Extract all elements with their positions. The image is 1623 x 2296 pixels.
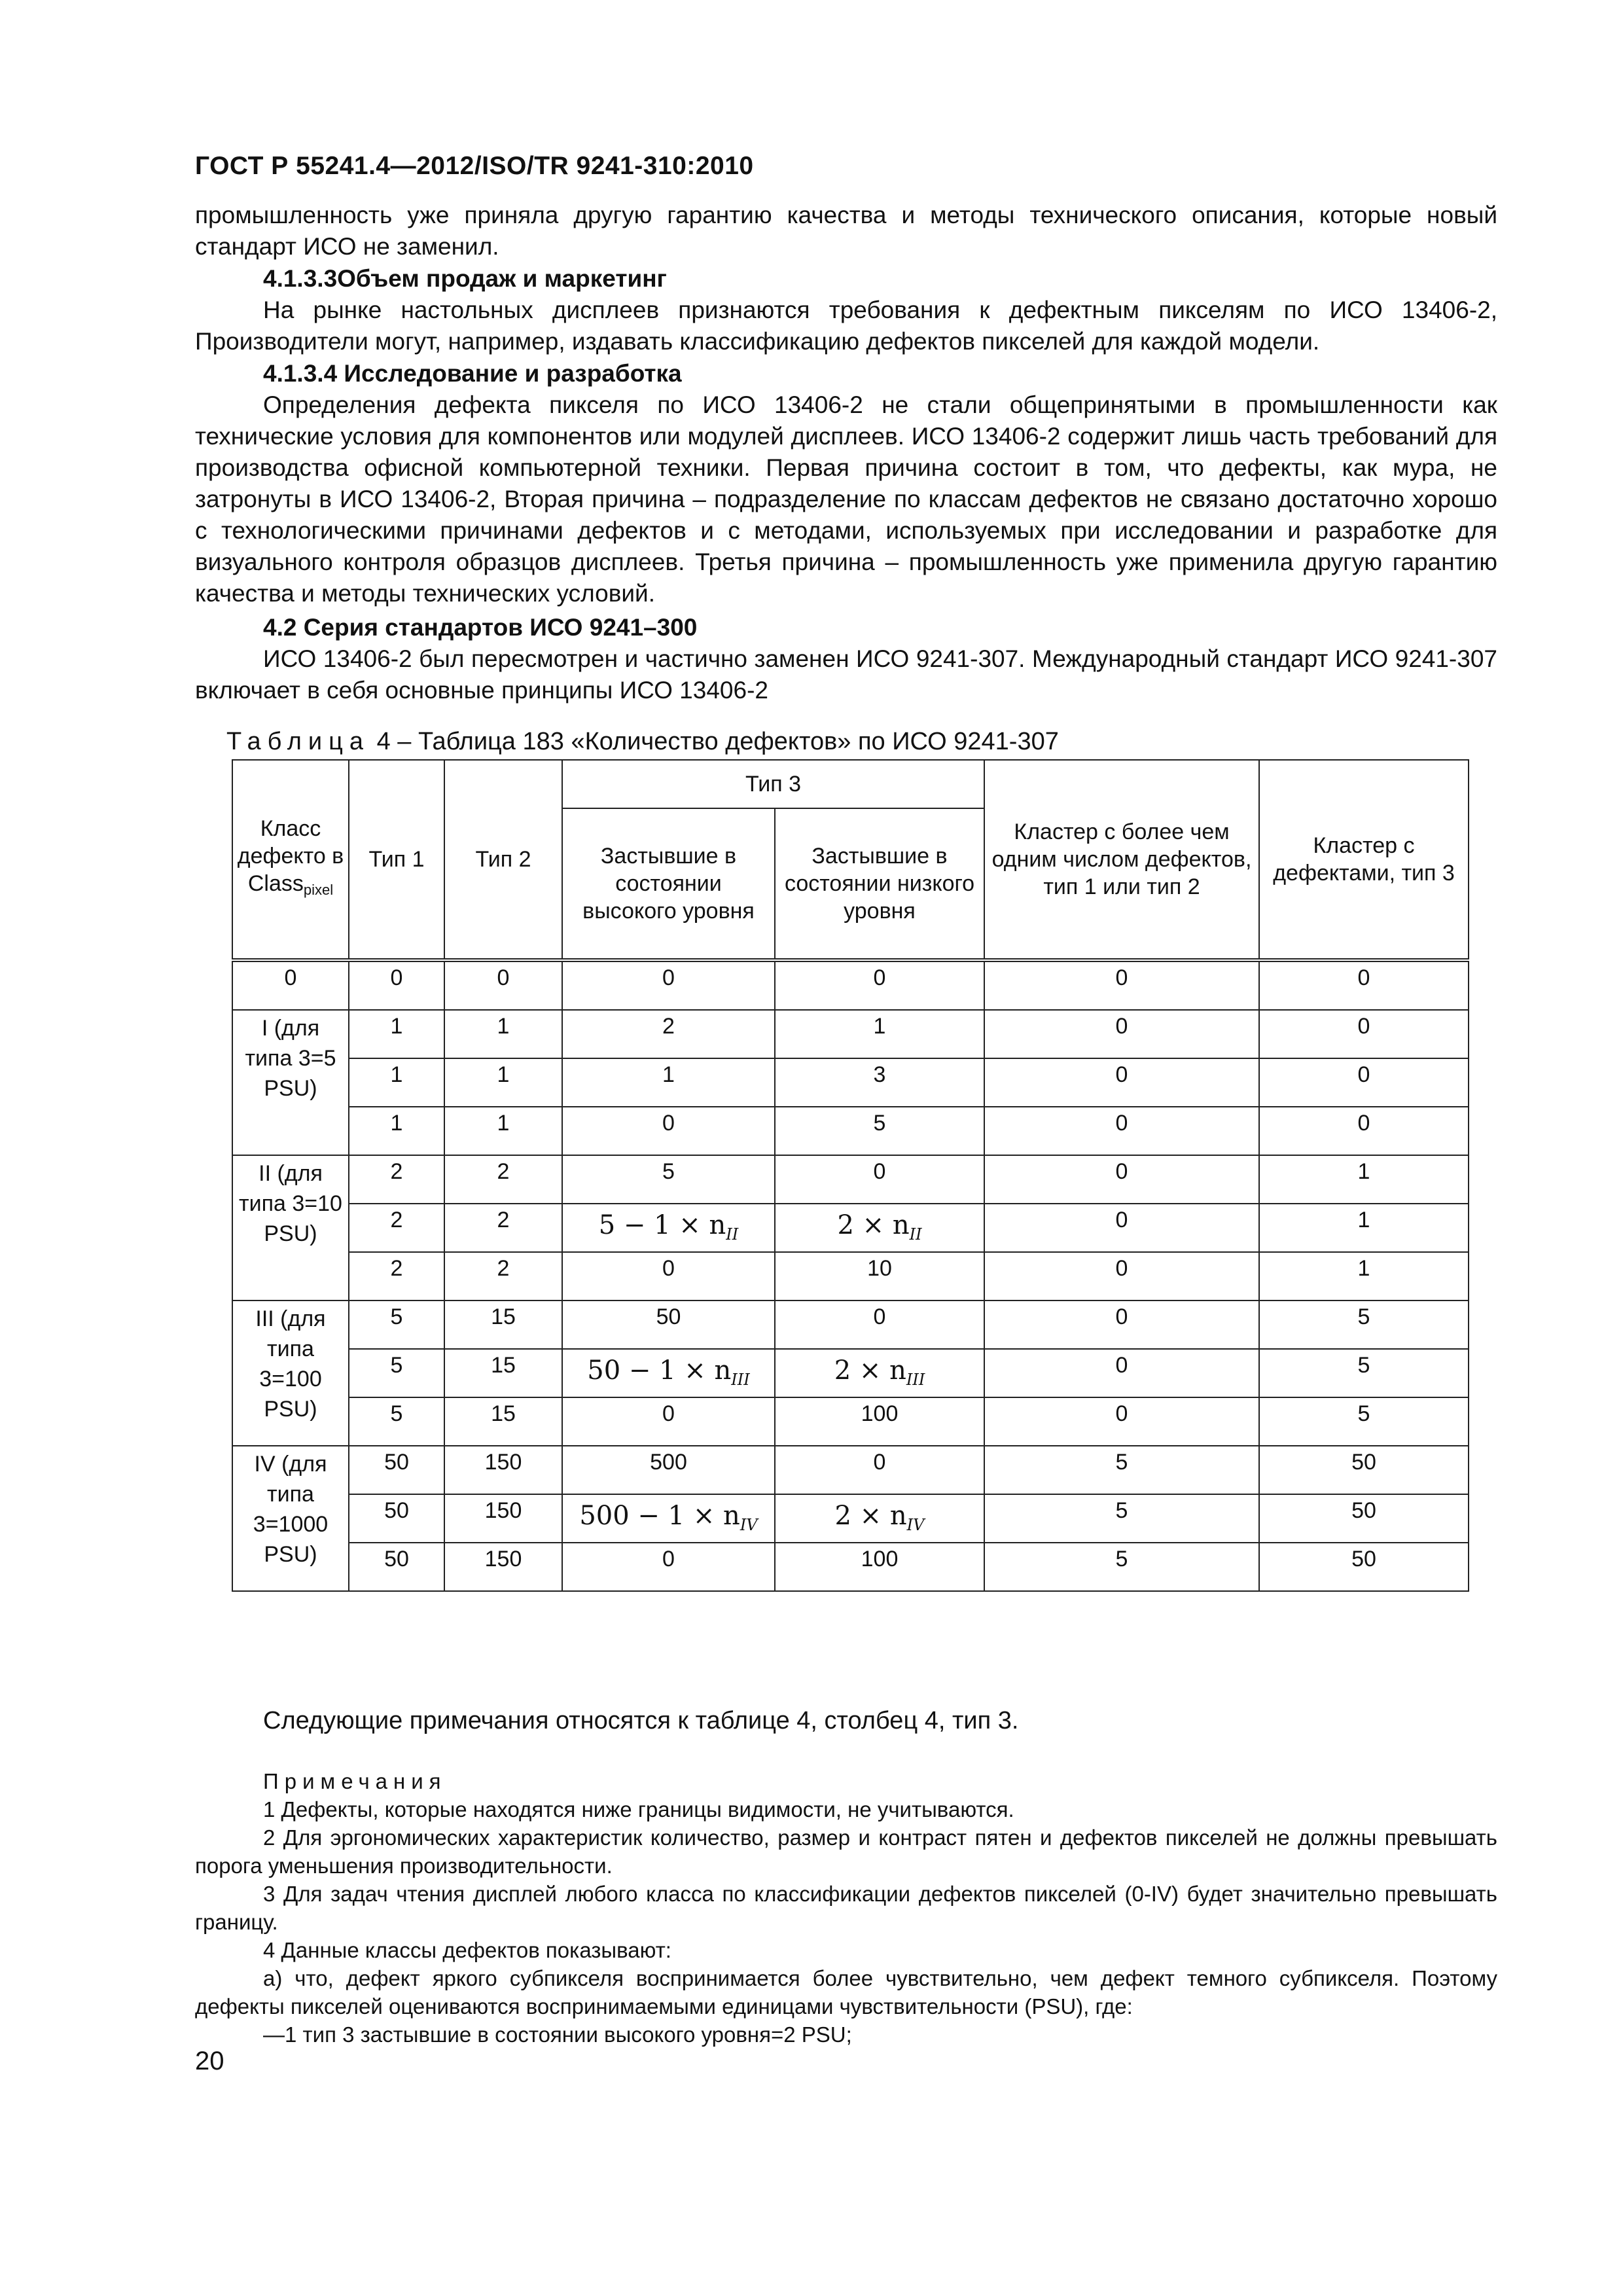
- table-row: [232, 1155, 1469, 1204]
- defects-table: [232, 759, 1469, 1592]
- table-cell: 0: [562, 1252, 775, 1300]
- header-type2: Тип 2: [444, 760, 562, 960]
- table-cell: [562, 1494, 775, 1543]
- table-caption-word: Таблица: [226, 728, 370, 755]
- table-cell: 100: [775, 1543, 984, 1591]
- table-row: [232, 1494, 1469, 1543]
- table-caption: [226, 728, 1059, 756]
- table-row: [232, 1300, 1469, 1349]
- table-header-row: [232, 760, 1469, 808]
- section-text-sales: На рынке настольных дисплеев признаются требования к дефектным пикселям по ИСО 13406-2, Производители могут, например, издавать классификацию дефектов пикселей для каждой модели.: [195, 296, 1497, 355]
- table-cell: 0: [562, 1397, 775, 1446]
- table-cell: 0: [984, 1397, 1259, 1446]
- table-cell: 0: [984, 960, 1259, 1010]
- table-cell: 1: [562, 1058, 775, 1107]
- table-cell: 0: [1259, 1058, 1469, 1107]
- table-cell: 0: [984, 1155, 1259, 1204]
- table-cell: 0: [232, 960, 349, 1010]
- table-cell: 150: [444, 1446, 562, 1494]
- notes-block: [195, 1767, 1497, 2049]
- table-cell: 5: [349, 1397, 444, 1446]
- table-cell: 0: [775, 960, 984, 1010]
- table-cell: 1: [444, 1058, 562, 1107]
- table-cell: 15: [444, 1300, 562, 1349]
- table-row: [232, 1010, 1469, 1058]
- table-cell: 0: [1259, 1010, 1469, 1058]
- section-heading-research: 4.1.3.4 Исследование и разработка: [263, 360, 682, 387]
- table-cell: 150: [444, 1494, 562, 1543]
- table-cell: [775, 1494, 984, 1543]
- table-cell: 0: [984, 1058, 1259, 1107]
- table-cell: 5: [349, 1349, 444, 1397]
- note-item: —1 тип 3 застывшие в состоянии высокого уровня=2 PSU;: [263, 2022, 852, 2047]
- table-cell: 2: [349, 1155, 444, 1204]
- table-cell: 1: [349, 1010, 444, 1058]
- section-heading-series: 4.2 Серия стандартов ИСО 9241–300: [263, 614, 698, 641]
- class-label-cell: I (для типа 3=5 PSU): [232, 1010, 349, 1155]
- header-class: Класс дефекто в Classpixel: [232, 760, 349, 960]
- table-cell: 2: [444, 1204, 562, 1252]
- table-cell: 100: [775, 1397, 984, 1446]
- table-cell: 0: [444, 960, 562, 1010]
- table-cell: 2: [349, 1252, 444, 1300]
- table-cell: 1: [444, 1010, 562, 1058]
- table-cell: 2: [562, 1010, 775, 1058]
- table-cell: [562, 1204, 775, 1252]
- table-cell: 50: [349, 1543, 444, 1591]
- table-cell: 5: [1259, 1300, 1469, 1349]
- class-label-cell: IV (для типа 3=1000 PSU): [232, 1446, 349, 1591]
- table-cell: 0: [984, 1010, 1259, 1058]
- table-caption-rest: 4 – Таблица 183 «Количество дефектов» по ИСО 9241-307: [376, 728, 1059, 755]
- table-body: [232, 960, 1469, 1591]
- table-cell: 0: [1259, 960, 1469, 1010]
- table-row: [232, 1252, 1469, 1300]
- table-row: [232, 960, 1469, 1010]
- note-item: а) что, дефект яркого субпикселя воспринимается более чувствительно, чем дефект темного субпикселя. Поэтому дефекты пикселей оцениваются воспринимаемыми единицами чувствительности (PSU), где:: [195, 1966, 1497, 2018]
- table-row: [232, 1058, 1469, 1107]
- notes-title: Примечания: [263, 1769, 447, 1793]
- note-item: 1 Дефекты, которые находятся ниже границы видимости, не учитываются.: [263, 1797, 1014, 1821]
- table-cell: 15: [444, 1349, 562, 1397]
- table-row: [232, 1397, 1469, 1446]
- table-cell: 50: [1259, 1494, 1469, 1543]
- table-cell: 150: [444, 1543, 562, 1591]
- header-type1: Тип 1: [349, 760, 444, 960]
- table-cell: 0: [984, 1349, 1259, 1397]
- table-cell: 1: [349, 1058, 444, 1107]
- formula: $500 - 1 \times n_{IV}$: [579, 1501, 758, 1534]
- table-cell: 1: [444, 1107, 562, 1155]
- note-item: 3 Для задач чтения дисплей любого класса по классификации дефектов пикселей (0-IV) будет значительно превышать границу.: [195, 1882, 1497, 1934]
- table-cell: 50: [349, 1446, 444, 1494]
- table-cell: 3: [775, 1058, 984, 1107]
- table-row: [232, 1204, 1469, 1252]
- table-cell: 10: [775, 1252, 984, 1300]
- table-cell: 1: [1259, 1204, 1469, 1252]
- intro-paragraph: промышленность уже приняла другую гарантию качества и методы технического описания, которые новый стандарт ИСО не заменил.: [195, 202, 1497, 260]
- table-cell: 0: [775, 1446, 984, 1494]
- table-cell: 0: [562, 1107, 775, 1155]
- document-header: ГОСТ Р 55241.4—2012/ISO/TR 9241-310:2010: [195, 152, 754, 180]
- table-cell: 0: [775, 1155, 984, 1204]
- document-page: [195, 0, 1497, 2296]
- table-cell: [775, 1204, 984, 1252]
- table-cell: 5: [984, 1446, 1259, 1494]
- table-cell: 500: [562, 1446, 775, 1494]
- header-cluster3: Кластер с дефектами, тип 3: [1259, 760, 1469, 960]
- table-cell: 0: [349, 960, 444, 1010]
- table-cell: [562, 1349, 775, 1397]
- formula: $2 \times n_{III}$: [834, 1355, 925, 1389]
- table-cell: 5: [349, 1300, 444, 1349]
- table-cell: 5: [984, 1494, 1259, 1543]
- formula: $50 - 1 \times n_{III}$: [587, 1355, 750, 1389]
- class-label-cell: III (для типа 3=100 PSU): [232, 1300, 349, 1446]
- table-row: [232, 1543, 1469, 1591]
- table-cell: 2: [444, 1252, 562, 1300]
- table-cell: 2: [444, 1155, 562, 1204]
- table-cell: 5: [562, 1155, 775, 1204]
- table-cell: 50: [562, 1300, 775, 1349]
- table-cell: 0: [562, 960, 775, 1010]
- table-row: [232, 1349, 1469, 1397]
- table-cell: 50: [1259, 1543, 1469, 1591]
- table-cell: 0: [984, 1252, 1259, 1300]
- table-cell: 0: [562, 1543, 775, 1591]
- class-label-cell: II (для типа 3=10 PSU): [232, 1155, 349, 1300]
- table-cell: 0: [984, 1300, 1259, 1349]
- table-cell: 0: [1259, 1107, 1469, 1155]
- formula: $2 \times n_{II}$: [837, 1210, 922, 1244]
- table-cell: 0: [775, 1300, 984, 1349]
- table-cell: 5: [775, 1107, 984, 1155]
- note-item: 4 Данные классы дефектов показывают:: [263, 1938, 671, 1962]
- table-cell: 50: [349, 1494, 444, 1543]
- table-cell: [775, 1349, 984, 1397]
- table-cell: 50: [1259, 1446, 1469, 1494]
- section-text-research: Определения дефекта пикселя по ИСО 13406-2 не стали общепринятыми в промышленности как технические условия для компонентов или модулей дисплеев. ИСО 13406-2 содержит лишь часть требований для производства офисной компьютерной техники. Первая причина состоит в том, что дефекты, как мура, не затронуты в ИСО 13406-2, Вторая причина – подразделение по классам дефектов не связано достаточно хорошо с технологическими причинами дефектов и с методами, используемых при исследовании и разработке для визуального контроля образцов дисплеев. Третья причина – промышленность уже применила другую гарантию качества и методы технических условий.: [195, 391, 1497, 607]
- table-cell: 0: [984, 1107, 1259, 1155]
- header-type3-low: Застывшие в состоянии низкого уровня: [775, 808, 984, 960]
- table-cell: 15: [444, 1397, 562, 1446]
- table-cell: 5: [984, 1543, 1259, 1591]
- header-cluster12: Кластер с более чем одним числом дефектов, тип 1 или тип 2: [984, 760, 1259, 960]
- formula: $5 - 1 \times n_{II}$: [598, 1210, 739, 1244]
- table-cell: 1: [1259, 1252, 1469, 1300]
- table-cell: 5: [1259, 1397, 1469, 1446]
- table-cell: 5: [1259, 1349, 1469, 1397]
- table-cell: 1: [349, 1107, 444, 1155]
- table-row: [232, 1107, 1469, 1155]
- table-cell: 2: [349, 1204, 444, 1252]
- table-cell: 0: [984, 1204, 1259, 1252]
- header-type3-high: Застывшие в состоянии высокого уровня: [562, 808, 775, 960]
- notes-intro: Следующие примечания относятся к таблице 4, столбец 4, тип 3.: [263, 1707, 1019, 1734]
- note-item: 2 Для эргономических характеристик количество, размер и контраст пятен и дефектов пикселей не должны превышать порога уменьшения производительности.: [195, 1825, 1497, 1878]
- table-cell: 1: [775, 1010, 984, 1058]
- header-type3: Тип 3: [562, 760, 984, 808]
- section-text-series: ИСО 13406-2 был пересмотрен и частично заменен ИСО 9241-307. Международный стандарт ИСО 9241-307 включает в себя основные принципы ИСО 13406-2: [195, 645, 1497, 704]
- formula: $2 \times n_{IV}$: [834, 1501, 925, 1534]
- section-heading-sales: 4.1.3.3Объем продаж и маркетинг: [263, 265, 667, 292]
- table-cell: 1: [1259, 1155, 1469, 1204]
- table-row: [232, 1446, 1469, 1494]
- page-number: 20: [195, 2047, 224, 2075]
